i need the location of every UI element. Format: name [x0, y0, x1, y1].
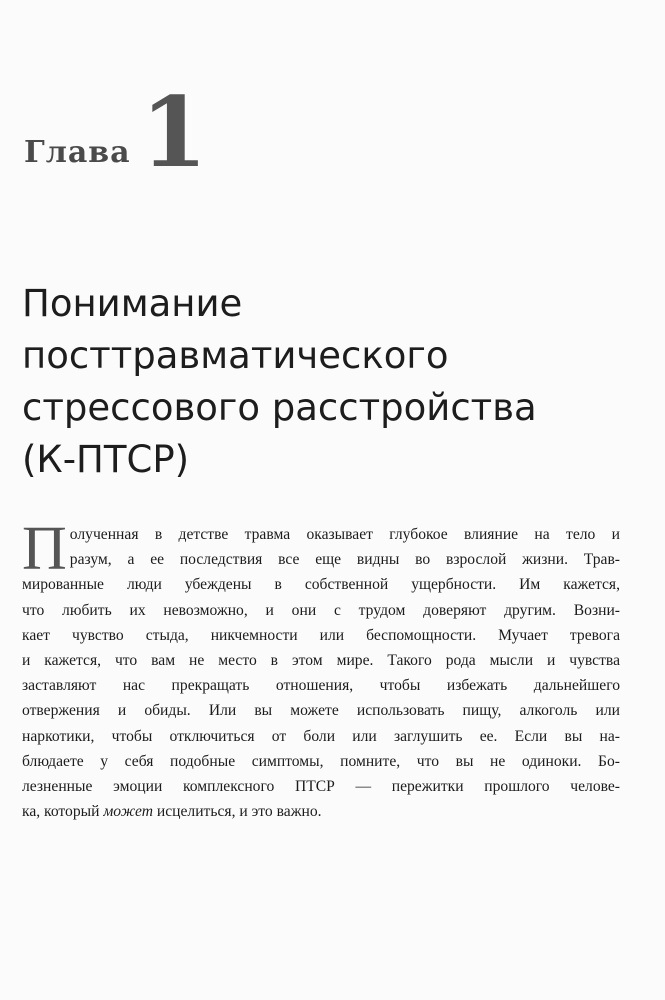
chapter-title-line: Понимание — [22, 282, 243, 325]
body-line: разум, а ее последствия все еще видны во взрослой жизни. Трав- — [69, 551, 620, 569]
chapter-word: Глава — [24, 134, 131, 170]
body-text-segment: ка, который — [22, 803, 104, 821]
body-paragraph — [22, 515, 620, 824]
body-line: что любить их невозможно, и они с трудом доверяют другим. Возни- — [22, 601, 620, 619]
chapter-title-line: (К-ПТСР) — [22, 438, 190, 481]
body-line: олученная в детстве травма оказывает глубокое влияние на тело и — [69, 526, 620, 543]
chapter-title-line: стрессового расстройства — [22, 386, 537, 429]
body-line: мированные люди убеждены в собственной ущербности. Им кажется, — [22, 576, 620, 594]
chapter-heading — [24, 76, 208, 189]
body-text-segment: исцелиться, и это важно. — [153, 803, 322, 821]
chapter-title-line: посттравматического — [22, 334, 449, 377]
body-line: заставляют нас прекращать отношения, чтобы избежать дальнейшего — [22, 677, 620, 695]
body-line: отвержения и обиды. Или вы можете использовать пищу, алкоголь или — [22, 702, 620, 720]
body-line: лезненные эмоции комплексного ПТСР — пережитки прошлого челове- — [22, 778, 620, 796]
chapter-title — [22, 278, 622, 486]
body-line: кает чувство стыда, никчемности или беспомощности. Мучает тревога — [22, 626, 620, 644]
chapter-number: 1 — [140, 76, 208, 189]
emphasis-word: может — [103, 803, 153, 821]
body-line: и кажется, что вам не место в этом мире. Такого рода мысли и чувства — [22, 652, 620, 670]
body-line: блюдаете у себя подобные симптомы, помните, что вы не одиноки. Бо- — [22, 752, 620, 770]
body-line: наркотики, чтобы отключиться от боли или заглушить ее. Если вы на- — [22, 727, 620, 745]
drop-cap: П — [22, 515, 67, 583]
body-last-line — [22, 799, 620, 824]
